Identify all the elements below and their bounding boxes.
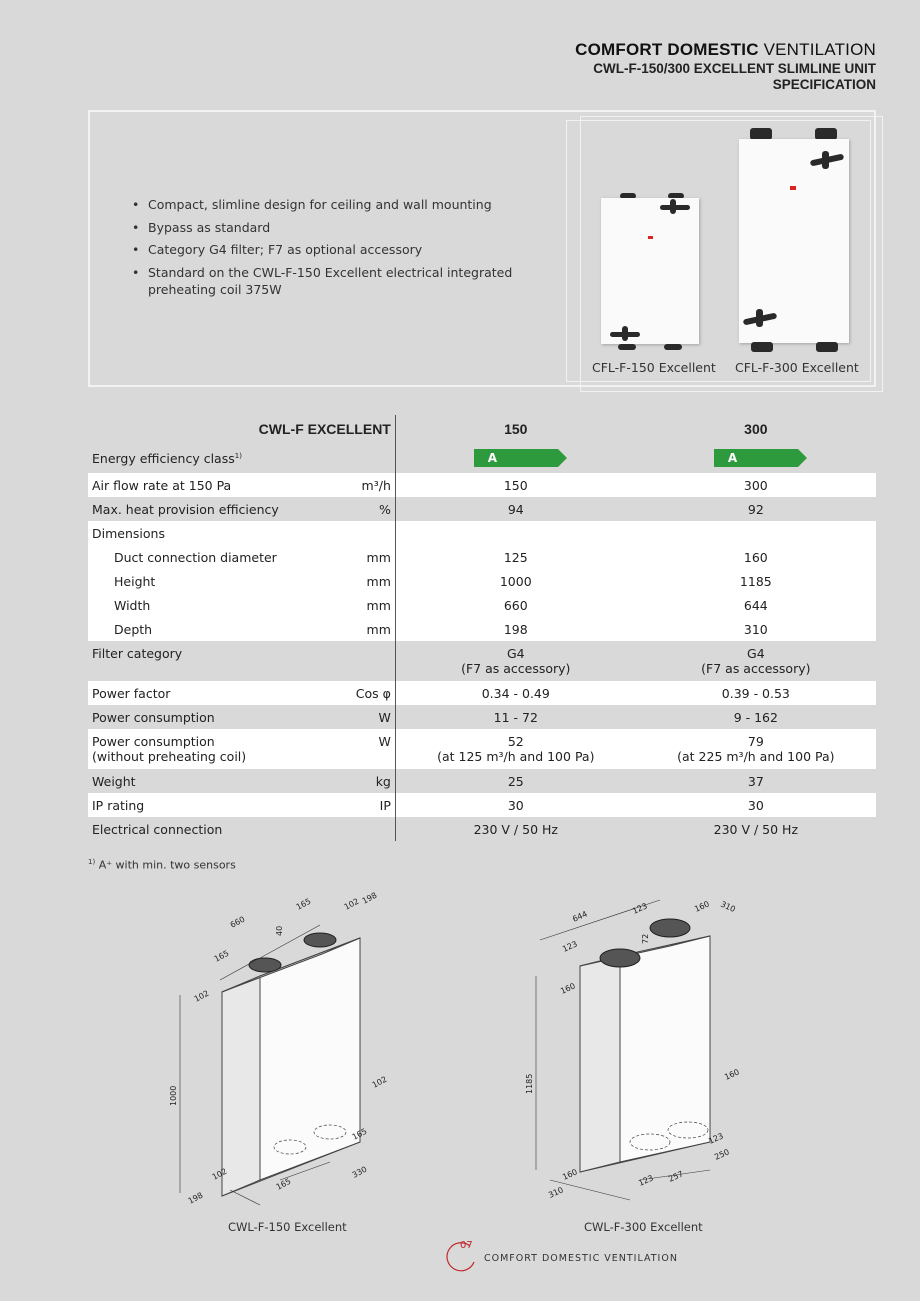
footer-text: COMFORT DOMESTIC VENTILATION — [484, 1253, 678, 1264]
table-row: Height mm 1000 1185 — [88, 569, 876, 593]
list-item: • Bypass as standard — [130, 219, 530, 237]
footnote: $^{1)}$ A⁺ with min. two sensors — [88, 858, 236, 872]
table-row: Max. heat provision efficiency % 94 92 — [88, 497, 876, 521]
dimension-label: 123 — [707, 1131, 725, 1146]
table-header-col2: 300 — [744, 421, 768, 437]
table-row: Power consumption W 11 - 72 9 - 162 — [88, 705, 876, 729]
dimension-label: 165 — [350, 1126, 369, 1142]
dimension-label: 310 — [719, 899, 737, 915]
dimension-label: 165 — [274, 1176, 293, 1192]
dimension-label: 102 — [342, 896, 361, 912]
dimension-label: 1000 — [169, 1085, 178, 1106]
section-title: SPECIFICATION — [772, 77, 876, 92]
dimension-label: 123 — [631, 901, 649, 916]
page-subtitle: CWL-F-150/300 EXCELLENT SLIMLINE UNIT — [593, 61, 876, 76]
technical-drawing-300 — [510, 880, 770, 1220]
drawing-caption-300: CWL-F-300 Excellent — [584, 1220, 703, 1234]
table-row: Duct connection diameter mm 125 160 — [88, 545, 876, 569]
energy-label-cell: Energy efficiency class$^{1)}$ — [92, 450, 242, 466]
dimension-label: 160 — [723, 1067, 741, 1082]
drawing-caption-150: CWL-F-150 Excellent — [228, 1220, 347, 1234]
dimension-label: 330 — [350, 1164, 369, 1180]
dimension-label: 257 — [667, 1169, 685, 1184]
table-header-row — [88, 415, 876, 443]
photo-caption-300: CFL-F-300 Excellent — [735, 360, 859, 375]
list-item: • Standard on the CWL-F-150 Excellent electrical integrated preheating coil 375W — [130, 264, 530, 299]
energy-class-badge: A — [474, 449, 558, 467]
photo-caption-150: CFL-F-150 Excellent — [592, 360, 716, 375]
dimension-label: 123 — [637, 1173, 655, 1188]
table-row: Width mm 660 644 — [88, 593, 876, 617]
dimension-label: 165 — [212, 948, 231, 964]
table-row: Filter category G4 (F7 as accessory) G4 (F7 as accessory) — [88, 641, 876, 681]
energy-class-badge: A — [714, 449, 798, 467]
table-row: Depth mm 198 310 — [88, 617, 876, 641]
dimension-label: 250 — [713, 1147, 731, 1162]
table-row: Dimensions — [88, 521, 876, 545]
dimension-label: 40 — [275, 925, 284, 936]
table-row: Electrical connection 230 V / 50 Hz 230 V / 50 Hz — [88, 817, 876, 841]
dimension-label: 160 — [559, 981, 577, 996]
dimension-label: 198 — [360, 890, 379, 906]
dimension-label: 160 — [561, 1167, 579, 1182]
dimension-label: 1185 — [525, 1073, 534, 1094]
table-row: Air flow rate at 150 Pa m³/h 150 300 — [88, 473, 876, 497]
list-item: • Category G4 filter; F7 as optional accessory — [130, 241, 530, 259]
table-header-label: CWL-F EXCELLENT — [88, 415, 395, 443]
dimension-label: 102 — [370, 1074, 389, 1090]
list-item: • Compact, slimline design for ceiling and wall mounting — [130, 196, 530, 214]
dimension-label: 660 — [228, 914, 247, 930]
page-title: COMFORT DOMESTIC VENTILATION — [575, 40, 876, 59]
dimension-label: 644 — [571, 909, 589, 924]
feature-list — [130, 196, 530, 304]
table-header-col1: 150 — [504, 421, 528, 437]
dimension-label: 160 — [693, 899, 711, 914]
dimension-label: 102 — [192, 988, 211, 1004]
table-row: Power factor Cos φ 0.34 - 0.49 0.39 - 0.53 — [88, 681, 876, 705]
table-row-energy — [88, 443, 876, 473]
page-header — [575, 40, 876, 92]
table-row: Power consumption (without preheating coil) W 52 (at 125 m³/h and 100 Pa) 79 (at 225 m³/h and 100 Pa) — [88, 729, 876, 769]
page-number: 07 — [460, 1240, 473, 1251]
dimension-label: 165 — [294, 896, 313, 912]
dimension-label: 310 — [547, 1185, 565, 1200]
spec-table — [88, 415, 876, 841]
technical-drawing-150 — [150, 880, 410, 1220]
dimension-label: 72 — [641, 933, 650, 944]
dimension-label: 198 — [186, 1190, 205, 1206]
table-row: Weight kg 25 37 — [88, 769, 876, 793]
dimension-label: 102 — [210, 1166, 229, 1182]
dimension-label: 123 — [561, 939, 579, 954]
table-row: IP rating IP 30 30 — [88, 793, 876, 817]
